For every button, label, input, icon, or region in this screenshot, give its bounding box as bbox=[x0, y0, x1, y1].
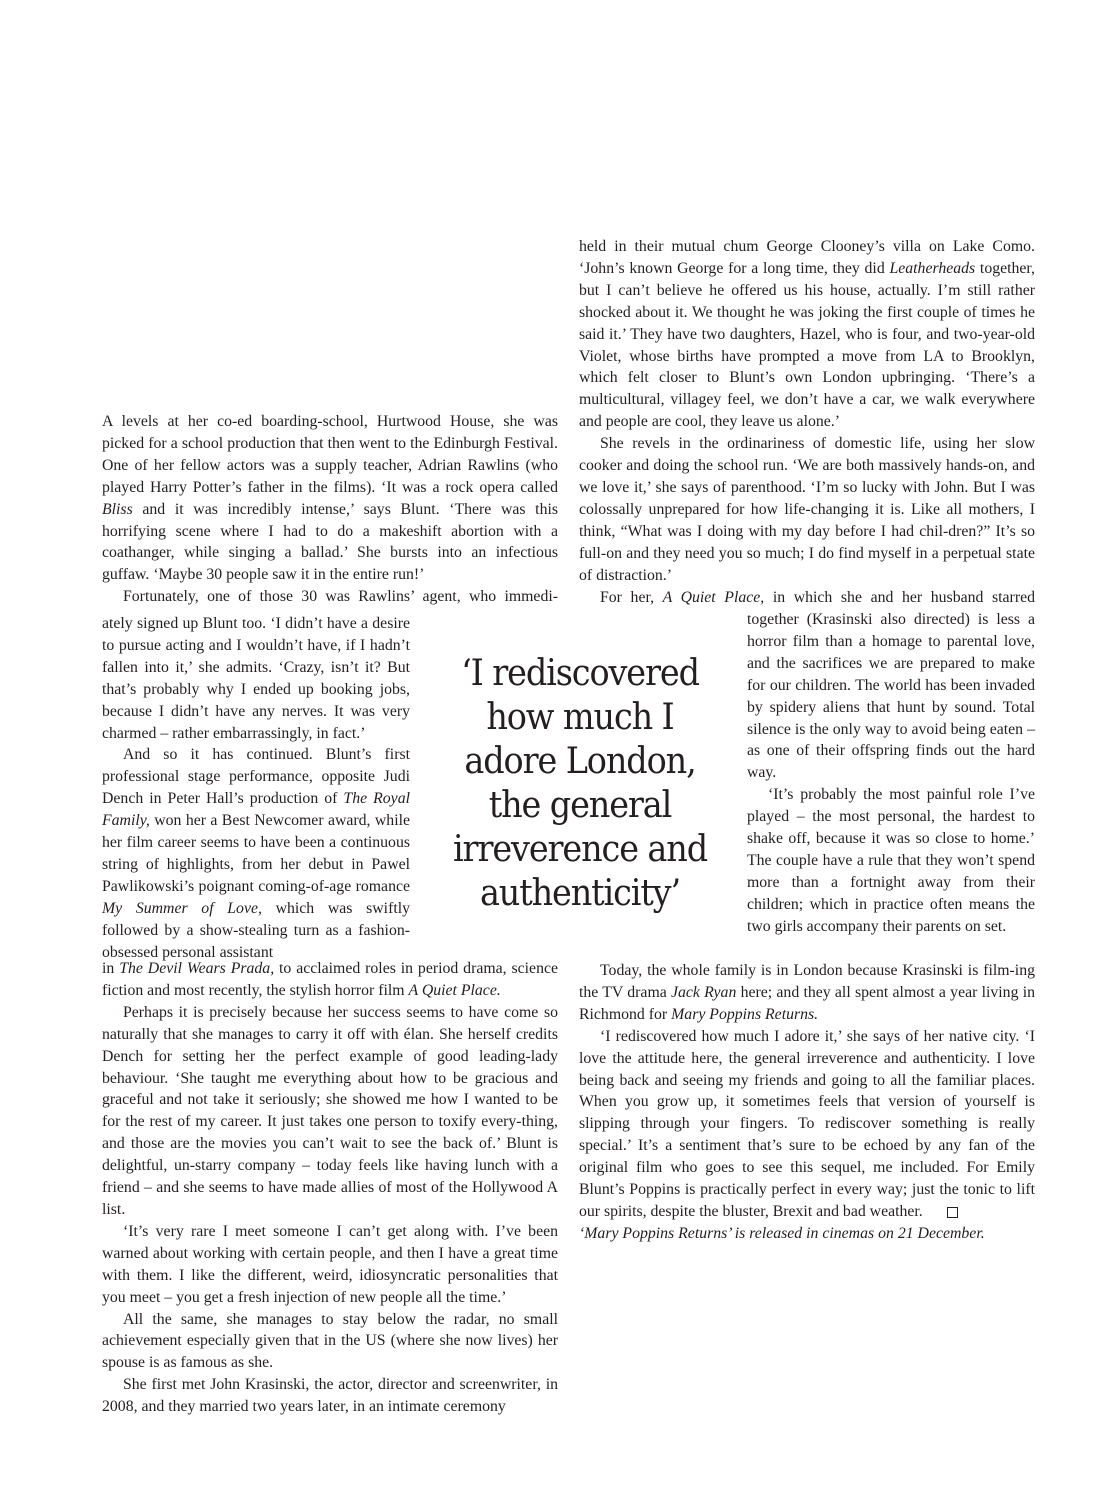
right-column-top bbox=[579, 236, 1035, 608]
pull-quote-line: how much I bbox=[486, 697, 674, 738]
right-column-bottom bbox=[579, 960, 1035, 1245]
end-of-article-square-icon bbox=[947, 1207, 958, 1218]
pull-quote-line: adore London, bbox=[464, 741, 696, 782]
left-column-bottom bbox=[102, 958, 558, 1418]
paragraph: For her, A Quiet Place, in which she and her husband starred bbox=[600, 588, 1035, 606]
paragraph: Today, the whole family is in London because Krasinski is film-ing the TV drama Jack Ryan here; and they all spent almost a year living in Richmond for Mary Poppins Returns. bbox=[579, 962, 1035, 1023]
paragraph: ‘It’s very rare I meet someone I can’t get along with. I’ve been warned about working with certain people, and then I have a great time with them. I like the different, weird, idiosyncratic personalities that you meet – you get a fresh injection of new people all the time.’ bbox=[102, 1222, 558, 1306]
paragraph: ately signed up Blunt too. ‘I didn’t have a desire to pursue acting and I wouldn’t have, if I hadn’t fallen into it,’ she admits. ‘Crazy, isn’t it? But that’s probably why I ended up booking jobs, because I didn’t have any nerves. It was very charmed – rather embarrassingly, in fact.’ bbox=[102, 615, 410, 742]
pull-quote-line: authenticity’ bbox=[479, 873, 681, 914]
paragraph: She first met John Krasinski, the actor, director and screenwriter, in 2008, and they married two years later, in an intimate ceremony bbox=[102, 1376, 558, 1416]
left-column-top bbox=[102, 411, 558, 608]
paragraph: held in their mutual chum George Clooney’s villa on Lake Como. ‘John’s known George for a long time, they did Leatherheads together, but I can’t believe he offered us his house, actually. I’m still rather shocked about it. We thought he was joking the first couple of times he said it.’ They have two daughters, Hazel, who is four, and two-year-old Violet, whose births have prompted a move from LA to Brooklyn, which felt closer to Blunt’s own London upbringing. ‘There’s a multicultural, villagey feel, we don’t have a car, we walk everywhere and people are cool, they leave us alone.’ bbox=[579, 238, 1036, 431]
paragraph: She revels in the ordinariness of domestic life, using her slow cooker and doing the school run. ‘We are both massively hands-on, and we love it,’ she says of parenthood. ‘I’m so lucky with John. But I was colossally unprepared for how life-changing it is. Like all mothers, I think, “What was I doing with my day before I had chil-dren?” It’s so full-on and they need you so much; I do find myself in a perpetual state of distraction.’ bbox=[579, 435, 1035, 584]
release-credit: ‘Mary Poppins Returns’ is released in cinemas on 21 December. bbox=[579, 1224, 985, 1242]
paragraph: A levels at her co-ed boarding-school, Hurtwood House, she was picked for a school production that then went to the Edinburgh Festival. One of her fellow actors was a supply teacher, Adrian Rawlins (who played Harry Potter’s father in the films). ‘It was a rock opera called Bliss and it was incredibly intense,’ says Blunt. ‘There was this horrifying scene where I had to do a makeshift abortion with a coathanger, while singing a ballad.’ She bursts into an infectious guffaw. ‘Maybe 30 people saw it in the entire run!’ bbox=[102, 413, 558, 584]
paragraph: Perhaps it is precisely because her success seems to have come so naturally that she manages to carry it off with élan. She herself credits Dench for setting her the perfect example of good leading-lady behaviour. ‘She taught me everything about how to be gracious and graceful and not take it seriously; she showed me how I wanted to be for the rest of my career. It just takes one person to toxify every-thing, and those are the movies you can’t wait to see the back of.’ Blunt is delightful, un-starry company – today feels like having lunch with a friend – and she seems to have made allies of most of the Hollywood A list. bbox=[102, 1003, 558, 1218]
paragraph: Fortunately, one of those 30 was Rawlins’ agent, who immedi- bbox=[123, 588, 558, 606]
paragraph: in The Devil Wears Prada, to acclaimed roles in period drama, science fiction and most recently, the stylish horror film A Quiet Place. bbox=[102, 960, 558, 999]
pull-quote-line: the general bbox=[488, 785, 672, 826]
left-column-narrow bbox=[102, 613, 410, 964]
paragraph: And so it has continued. Blunt’s first professional stage performance, opposite Judi Dench in Peter Hall’s production of The Royal Family, won her a Best Newcomer award, while her film career seems to have been a continuous string of highlights, from her debut in Pawel Pawlikowski’s poignant coming-of-age romance My Summer of Love, which was swiftly followed by a show-stealing turn as a fashion-obsessed personal assistant bbox=[102, 746, 411, 961]
paragraph: ‘It’s probably the most painful role I’ve played – the most personal, the hardest to shake off, because it was so close to home.’ The couple have a rule that they won’t spend more than a fortnight away from their children; which in practice often means the two girls accompany their parents on set. bbox=[747, 786, 1035, 935]
pull-quote bbox=[441, 652, 720, 916]
pull-quote-line: irreverence and bbox=[452, 829, 708, 870]
paragraph: together (Krasinski also directed) is less a horror film than a homage to parental love, and the sacrifices we are prepared to make for our children. The world has been invaded by spidery aliens that hunt by sound. Total silence is the only way to avoid being eaten – as one of their offspring finds out the hard way. bbox=[747, 611, 1035, 782]
pull-quote-line: ‘I rediscovered bbox=[461, 653, 699, 694]
paragraph: ‘I rediscovered how much I adore it,’ she says of her native city. ‘I love the attitude here, the general irreverence and authenticity. I love being back and seeing my friends and going to all the familiar places. When you grow up, it sometimes feels that version of yourself is slipping through your fingers. To rediscover something is really special.’ It’s a sentiment that’s sure to be echoed by any fan of the original film who goes to see this sequel, me included. For Emily Blunt’s Poppins is practically perfect in every way; just the tonic to lift our spirits, despite the bluster, Brexit and bad weather. bbox=[579, 1027, 1035, 1220]
right-column-narrow bbox=[747, 609, 1035, 938]
paragraph: All the same, she manages to stay below the radar, no small achievement especially given that in the US (where she now lives) her spouse is as famous as she. bbox=[102, 1310, 558, 1372]
